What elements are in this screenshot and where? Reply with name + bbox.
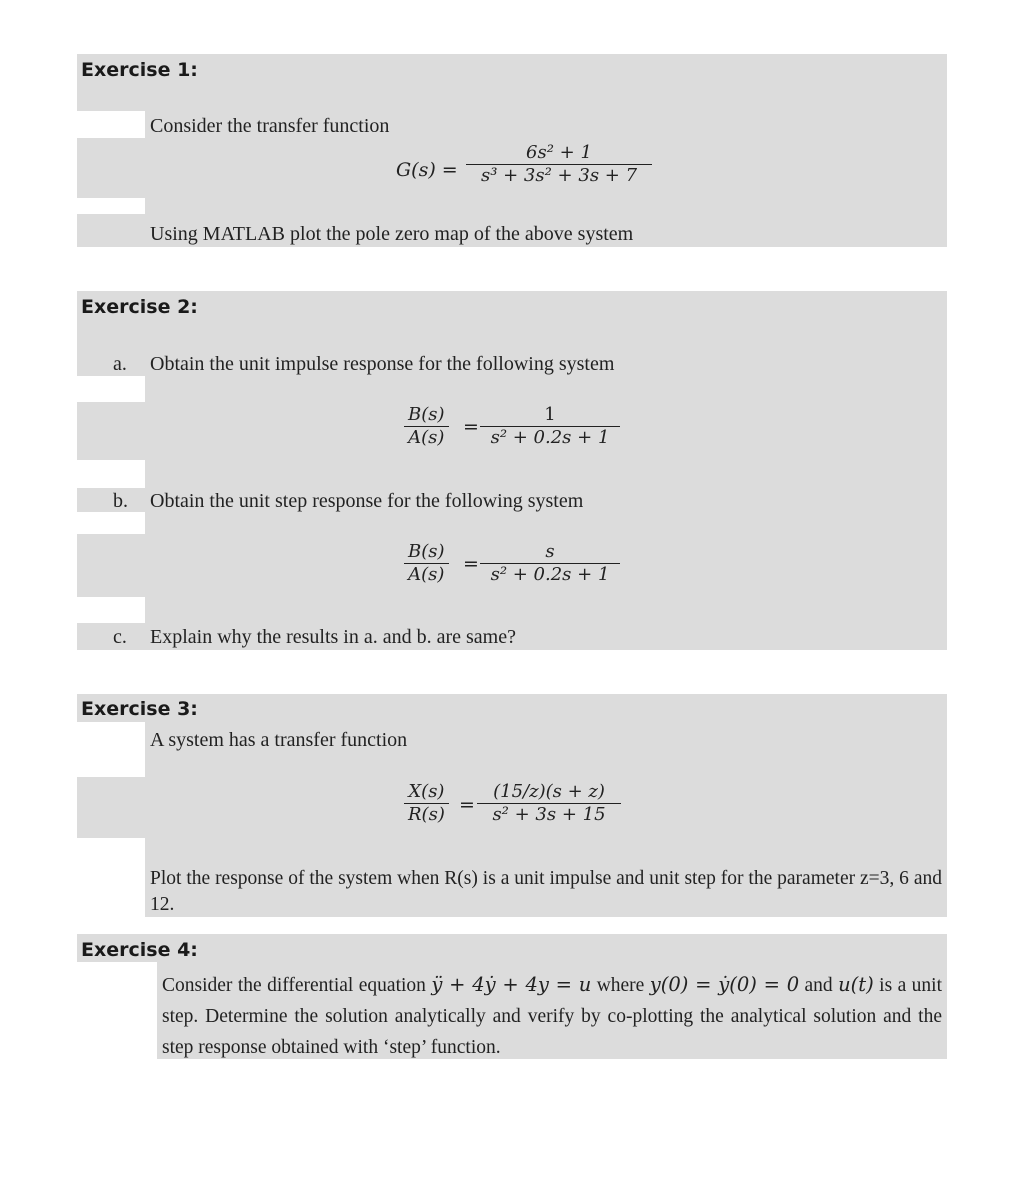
indent-gap [77, 376, 145, 402]
exercise1-lhs: G(s) = [396, 159, 458, 181]
exercise4-heading: Exercise 4: [81, 939, 198, 961]
exercise4-text-part2: where [591, 975, 650, 996]
exercise1-heading: Exercise 1: [81, 59, 198, 81]
lhs-numerator: B(s) [408, 541, 445, 562]
exercise2-block [77, 291, 947, 650]
indent-gap [77, 111, 145, 138]
equals-sign: = [459, 794, 475, 816]
lhs-numerator: B(s) [408, 404, 445, 425]
equals-sign: = [463, 553, 479, 575]
exercise2-a-label: a. [113, 353, 127, 375]
indent-gap [77, 962, 157, 1059]
exercise4-initial: y(0) = ẏ(0) = 0 [649, 973, 800, 996]
rhs-denominator: s² + 3s + 15 [492, 804, 606, 826]
lhs-denominator: A(s) [408, 564, 445, 586]
exercise2-b-text: Obtain the unit step response for the following system [150, 490, 584, 512]
exercise4-text-part3: and [799, 975, 839, 996]
rhs-denominator: s² + 0.2s + 1 [490, 427, 610, 449]
lhs-denominator: R(s) [408, 804, 445, 826]
lhs-numerator: X(s) [408, 781, 445, 802]
exercise4-text-part1: Consider the differential equation [162, 975, 432, 996]
exercise2-heading: Exercise 2: [81, 296, 198, 318]
exercise2-b-label: b. [113, 490, 128, 512]
exercise2-a-rhs [480, 404, 620, 449]
exercise4-text-part4: is a unit step. Determine the solution analytically and verify by co-plotting the analytical solution and the step response obtained with ‘step’ function. [162, 975, 943, 1058]
exercise2-c-label: c. [113, 626, 127, 648]
exercise3-rhs [477, 781, 621, 826]
exercise4-text [162, 969, 942, 1063]
indent-gap [77, 838, 145, 917]
indent-gap [77, 722, 145, 777]
rhs-numerator: 1 [544, 404, 556, 425]
indent-gap [77, 460, 145, 488]
exercise4-equation: ÿ + 4ẏ + 4y = u [431, 973, 592, 996]
exercise3-heading: Exercise 3: [81, 698, 198, 720]
rhs-numerator: s [545, 541, 555, 562]
exercise2-b-lhs [404, 541, 449, 586]
indent-gap [77, 597, 145, 623]
indent-gap [77, 198, 145, 214]
lhs-denominator: A(s) [408, 427, 445, 449]
equals-sign: = [463, 416, 479, 438]
exercise3-lhs [404, 781, 449, 826]
indent-gap [77, 512, 145, 534]
exercise2-a-lhs [404, 404, 449, 449]
exercise1-fraction [466, 142, 652, 187]
exercise4-u: u(t) [838, 973, 874, 996]
exercise2-b-rhs [480, 541, 620, 586]
rhs-numerator: (15/z)(s + z) [493, 781, 605, 802]
exercise2-c-text: Explain why the results in a. and b. are same? [150, 626, 516, 648]
exercise1-task: Using MATLAB plot the pole zero map of the above system [150, 223, 634, 245]
exercise3-task: Plot the response of the system when R(s) is a unit impulse and unit step for the parameter z=3, 6 and 12. [150, 868, 942, 915]
exercise1-intro: Consider the transfer function [150, 115, 390, 137]
exercise1-numerator: 6s² + 1 [526, 142, 592, 163]
exercise3-intro: A system has a transfer function [150, 729, 408, 751]
exercise1-denominator: s³ + 3s² + 3s + 7 [480, 165, 638, 187]
rhs-denominator: s² + 0.2s + 1 [490, 564, 610, 586]
exercise2-a-text: Obtain the unit impulse response for the following system [150, 353, 615, 375]
